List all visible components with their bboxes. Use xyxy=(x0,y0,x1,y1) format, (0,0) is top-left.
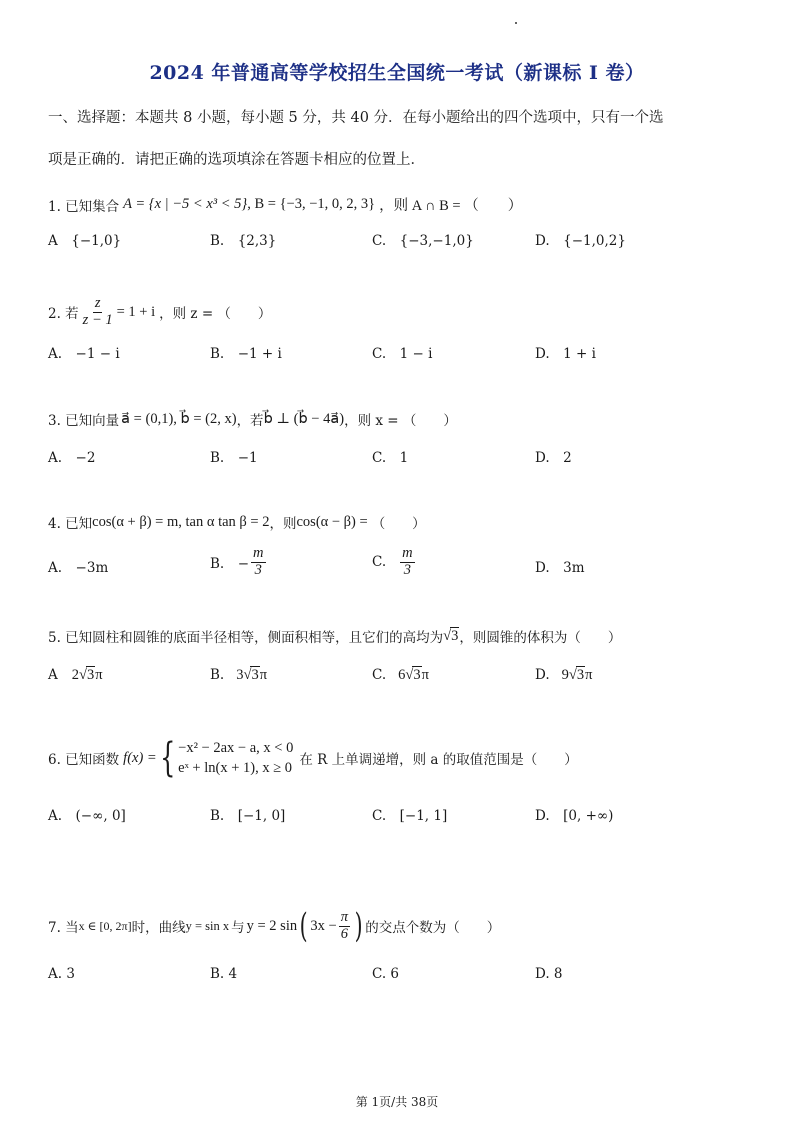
radicand: 3 xyxy=(576,667,585,683)
question-1-stem: 1. 已知集合 xyxy=(48,198,120,215)
question-1 xyxy=(48,194,522,215)
coefficient: 2 xyxy=(71,667,79,683)
pi-symbol: π xyxy=(259,667,268,683)
q5-option-b xyxy=(210,667,267,684)
q1-option-a: A {−1,0} xyxy=(48,233,122,249)
coefficient: 3 xyxy=(236,667,244,683)
question-4-tail: （ ） xyxy=(371,516,426,532)
fraction-numerator: z xyxy=(94,295,101,311)
pi-symbol: π xyxy=(95,667,103,683)
question-5-tail: ，则圆锥的体积为（ ） xyxy=(459,630,622,646)
question-4-stem: 4. 已知 xyxy=(48,516,93,532)
question-1-set-b: , B = {−3, −1, 0, 2, 3} xyxy=(247,196,376,212)
q7-option-d: D. 8 xyxy=(535,966,563,982)
q6-option-a: A. (−∞, 0] xyxy=(48,808,126,824)
question-3-mid: ，若 xyxy=(236,413,264,429)
question-6-function: f(x) = xyxy=(123,749,157,766)
q7-option-b: B. 4 xyxy=(210,966,238,982)
question-6 xyxy=(48,735,578,781)
piecewise-cases xyxy=(178,738,293,778)
question-3-vectors: a⃗ = (0,1), b⃗ = (2, x) xyxy=(121,410,237,427)
question-2-tail: ，则 z = （ ） xyxy=(159,306,272,323)
fraction-denominator: 6 xyxy=(340,925,348,942)
question-6-stem: 6. 已知函数 xyxy=(48,752,120,768)
question-3-condition: b⃗ ⊥ (b⃗ − 4a⃗) xyxy=(263,410,345,427)
fraction-numerator: m xyxy=(253,545,264,561)
q4-option-a: A. −3m xyxy=(48,560,109,576)
case-2: eˣ + ln(x + 1), x ≥ 0 xyxy=(178,760,293,776)
q4-option-c xyxy=(372,546,417,579)
question-4-expression-2: cos(α − β) = xyxy=(296,513,368,530)
section-instructions-line-1: 一、选择题：本题共 8 小题，每小题 5 分，共 40 分．在每小题给出的四个选项中，只有一个选 xyxy=(48,110,664,126)
right-paren-icon: ) xyxy=(354,906,363,946)
q5-option-c xyxy=(372,667,429,684)
radicand: 3 xyxy=(86,667,95,683)
fraction-numerator: m xyxy=(402,545,413,561)
q2-option-c: C. 1 − i xyxy=(372,346,433,362)
question-7-curve-2: y = 2 sin xyxy=(246,917,298,934)
question-5-stem: 5. 已知圆柱和圆锥的底面半径相等，侧面积相等，且它们的高均为 xyxy=(48,630,444,646)
left-paren-icon: ( xyxy=(299,906,308,946)
pi-symbol: π xyxy=(421,667,429,683)
q5-option-d xyxy=(535,667,592,684)
option-label: C. xyxy=(372,667,387,683)
left-brace-icon: { xyxy=(159,735,176,781)
q4-option-d: D. 3m xyxy=(535,560,585,576)
option-value: 2√3π xyxy=(71,667,103,683)
question-5-sqrt: √3 xyxy=(443,627,459,644)
q4-option-b xyxy=(210,546,268,579)
fraction-denominator: 3 xyxy=(254,561,262,578)
q2-option-a: A. −1 − i xyxy=(48,346,120,362)
option-label: A xyxy=(48,667,58,683)
q2-option-d: D. 1 + i xyxy=(535,346,596,362)
question-3-tail: ，则 x = （ ） xyxy=(344,413,457,429)
q1-option-b: B. {2,3} xyxy=(210,233,277,249)
question-7-tail: 的交点个数为（ ） xyxy=(365,920,501,936)
radicand: 3 xyxy=(251,667,259,683)
question-3 xyxy=(48,409,457,429)
question-2-stem: 2. 若 xyxy=(48,306,79,323)
question-1-tail: ，则 A ∩ B = （ ） xyxy=(379,198,523,214)
question-4-mid: ，则 xyxy=(269,516,297,532)
q5-option-a xyxy=(48,667,103,684)
page-footer: 第 1页/共 38页 xyxy=(355,1095,439,1109)
question-4 xyxy=(48,512,426,532)
question-2 xyxy=(48,296,271,329)
question-7-stem: 7. 当 xyxy=(48,920,79,936)
q3-option-d: D. 2 xyxy=(535,450,572,466)
coefficient: 9 xyxy=(561,667,569,683)
q6-option-b: B. [−1, 0] xyxy=(210,808,286,824)
q7-option-a: A. 3 xyxy=(48,966,75,982)
question-7-domain: x ∈ [0, 2π] xyxy=(78,918,132,933)
question-7 xyxy=(48,906,500,946)
piecewise-function xyxy=(157,735,294,781)
q2-option-b: B. −1 + i xyxy=(210,346,282,362)
coefficient: 6 xyxy=(398,667,406,683)
radicand: 3 xyxy=(413,667,421,683)
question-7-argument: 3x − xyxy=(310,917,337,934)
q1-option-d: D. {−1,0,2} xyxy=(535,233,626,249)
q4-option-b-fraction xyxy=(251,546,265,579)
radicand: 3 xyxy=(451,627,459,644)
case-1: −x² − 2ax − a, x < 0 xyxy=(178,740,294,756)
fraction-denominator: 3 xyxy=(403,561,411,578)
q1-option-c: C. {−3,−1,0} xyxy=(372,233,474,249)
pi-symbol: π xyxy=(585,667,593,683)
exam-title: 2024 年普通高等学校招生全国统一考试（新课标 I 卷） xyxy=(149,62,645,84)
question-7-mid-2: 与 xyxy=(231,920,245,936)
option-value: 3√3π xyxy=(236,667,268,683)
q3-option-c: C. 1 xyxy=(372,450,409,466)
scan-dot xyxy=(515,22,517,24)
option-label: B. xyxy=(210,667,225,683)
q7-option-c: C. 6 xyxy=(372,966,400,982)
q6-option-c: C. [−1, 1] xyxy=(372,808,448,824)
question-7-curve-1: y = sin x xyxy=(185,918,230,933)
q4-option-c-label: C. xyxy=(372,554,387,571)
q6-option-d: D. [0, +∞) xyxy=(535,808,614,824)
section-instructions-line-2: 项是正确的．请把正确的选项填涂在答题卡相应的位置上． xyxy=(48,152,425,168)
question-7-mid: 时，曲线 xyxy=(131,920,186,936)
q4-option-b-label: B. − xyxy=(210,556,250,573)
q4-option-c-fraction xyxy=(400,546,414,579)
question-2-expression: = 1 + i xyxy=(116,303,156,320)
question-4-expression: cos(α + β) = m, tan α tan β = 2 xyxy=(92,513,270,530)
question-1-set-a: A = {x | −5 < x³ < 5} xyxy=(123,196,248,212)
question-7-fraction xyxy=(339,910,350,943)
fraction-numerator: π xyxy=(340,908,348,925)
fraction-denominator: z − 1 xyxy=(82,311,113,328)
question-5 xyxy=(48,626,621,646)
option-value: 6√3π xyxy=(398,667,429,683)
q3-option-b: B. −1 xyxy=(210,450,258,466)
option-value: 9√3π xyxy=(561,667,593,683)
q3-option-a: A. −2 xyxy=(48,450,96,466)
question-3-stem: 3. 已知向量 xyxy=(48,413,120,429)
question-6-tail: 在 R 上单调递增，则 a 的取值范围是（ ） xyxy=(299,752,578,768)
option-label: D. xyxy=(535,667,550,683)
question-2-fraction xyxy=(81,296,115,329)
